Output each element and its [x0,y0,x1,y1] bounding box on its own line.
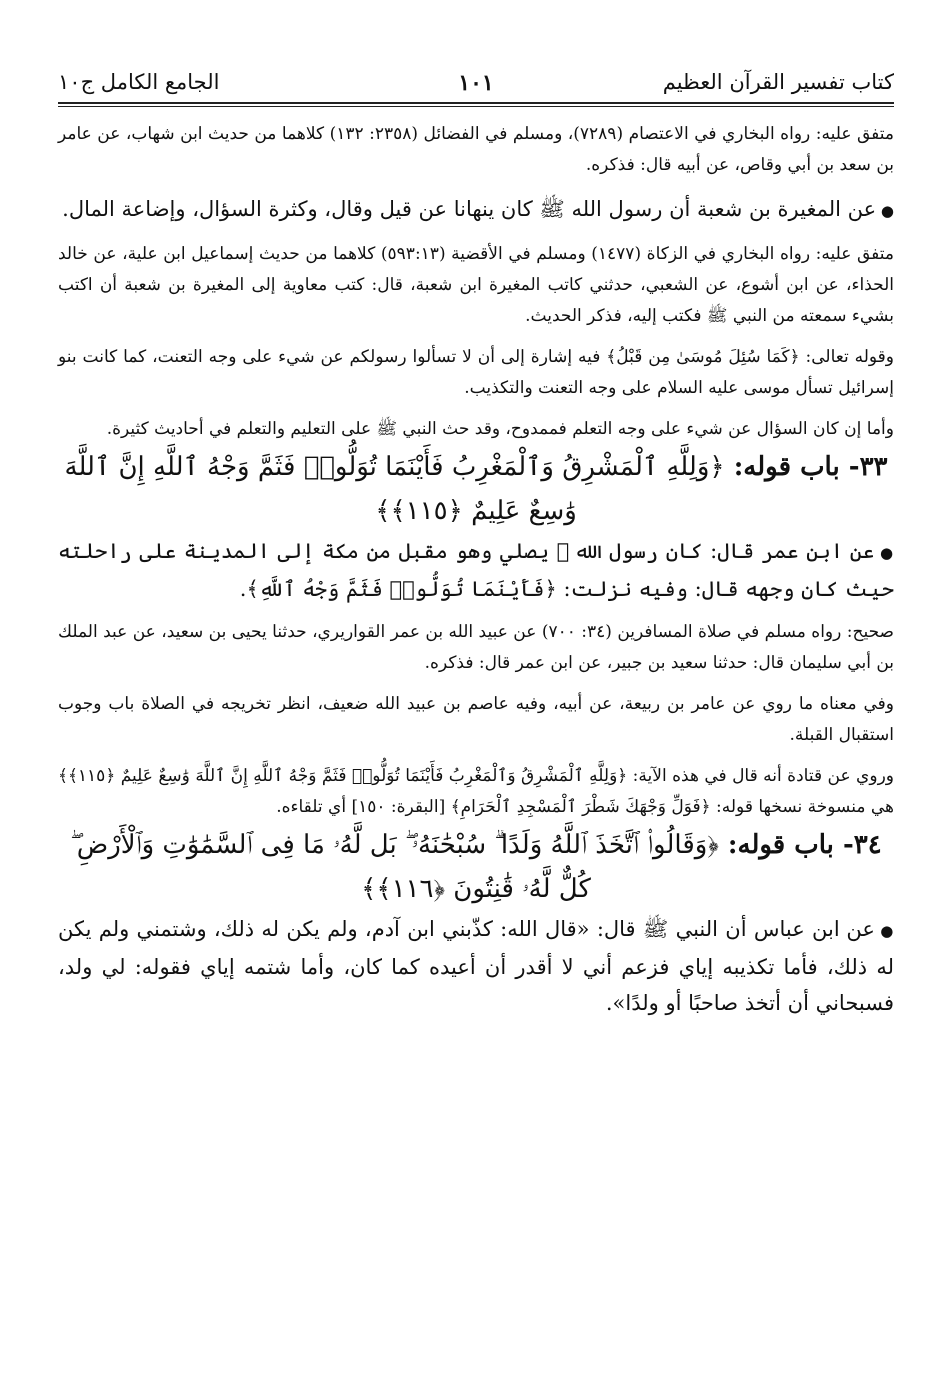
hadith-ibn-abbas: ● عن ابن عباس أن النبي ﷺ قال: «قال الله: كذّبني ابن آدم، ولم يكن له ذلك، وشتمني ولم يكن له ذلك، فأما تكذيبه إياي فزعم أني لا أقدر أن أعيده كما كان، وأما شتمه إياي فقوله: لي ولد، فسبحاني أن أتخذ صاحبًا أو ولدًا». [58,911,894,1021]
hadith-mughira: ● عن المغيرة بن شعبة أن رسول الله ﷺ كان ينهانا عن قيل وقال، وكثرة السؤال، وإضاعة المال. [58,191,894,229]
takhrij-note-2: متفق عليه: رواه البخاري في الزكاة (١٤٧٧) ومسلم في الأقضية (٥٩٣:١٣) كلاهما من حديث إسماعيل ابن علية، عن خالد الحذاء، عن ابن أشوع، عن الشعبي، حدثني كاتب المغيرة ابن شعبة، قال: كتب معاوية إلى المغيرة بن شعبة أن اكتب بشيء سمعته من النبي ﷺ فكتب إليه، فذكر الحديث. [58,244,895,326]
chapter-heading-34 [58,823,894,911]
page-content [58,119,894,1021]
chapter-33-title: ٣٣- باب قوله: [733,452,888,482]
chapter-33-verse: ﴿وَلِلَّهِ ٱلْمَشْرِقُ وَٱلْمَغْرِبُ فَأَيْنَمَا تُوَلُّوا۟ فَثَمَّ وَجْهُ ٱللَّهِ إِنَّ ٱللَّهَ وَٰسِعٌ عَلِيمٌ ﴿١١٥﴾﴾ [64,452,725,526]
takhrij-note-1: متفق عليه: رواه البخاري في الاعتصام (٧٢٨٩)، ومسلم في الفضائل (٢٣٥٨: ١٣٢) كلاهما من حديث ابن شهاب، عن عامر بن سعد بن أبي وقاص، عن أبيه قال: فذكره. [58,124,894,175]
takhrij-note-3: صحيح: رواه مسلم في صلاة المسافرين (٣٤: ٧٠٠) عن عبيد الله بن عمر القواريري، حدثنا يحيى بن سعيد، عن عبد الملك بن أبي سليمان قال: حدثنا سعيد بن جبير، عن ابن عمر قال: فذكره. [58,622,894,673]
chapter-heading-33 [58,445,894,533]
commentary-amir: وفي معناه ما روي عن عامر بن ربيعة، عن أبيه، وفيه عاصم بن عبيد الله ضعيف، انظر تخريجه في الصلاة باب وجوب استقبال القبلة. [58,694,894,745]
commentary-qatada: وروي عن قتادة أنه قال في هذه الآية: ﴿وَلِلَّهِ ٱلْمَشْرِقُ وَٱلْمَغْرِبُ فَأَيْنَمَا تُوَلُّوا۟ فَثَمَّ وَجْهُ ٱللَّهِ إِنَّ ٱللَّهَ وَٰسِعٌ عَلِيمٌ ﴿١١٥﴾﴾ هي منسوخة نسخها قوله: ﴿فَوَلِّ وَجْهَكَ شَطْرَ ٱلْمَسْجِدِ ٱلْحَرَامِ﴾ [البقرة: ١٥٠] أي تلقاءه. [58,766,894,817]
header-rule-thin [58,106,894,107]
commentary-musa: وقوله تعالى: ﴿كَمَا سُئِلَ مُوسَىٰ مِن قَبْلُ﴾ فيه إشارة إلى أن لا تسألوا رسولكم عن شيء على وجه التعنت، كما كانت بنو إسرائيل تسأل موسى عليه السلام على وجه التعنت والتكذيب. [58,347,894,398]
book-title: كتاب تفسير القرآن العظيم [662,70,894,94]
chapter-34-title: ٣٤- باب قوله: [727,830,882,860]
commentary-learning: وأما إن كان السؤال عن شيء على وجه التعلم فممدوح، وقد حث النبي ﷺ على التعليم والتعلم في أحاديث كثيرة. [106,419,894,439]
header-rule [58,102,894,104]
volume-title: الجامع الكامل ج١٠ [58,70,220,94]
chapter-34-verse: ﴿وَقَالُوا۟ ٱتَّخَذَ ٱللَّهُ وَلَدًا ۗ سُبْحَٰنَهُۥ ۖ بَل لَّهُۥ مَا فِى ٱلسَّمَٰوَٰتِ وَٱلْأَرْضِ ۖ كُلٌّ لَّهُۥ قَٰنِتُونَ ﴿١١٦﴾﴾ [70,830,719,904]
page-number: ١٠١ [458,70,494,96]
page-header [58,62,894,100]
book-page [58,62,894,1021]
hadith-ibn-umar: ● عن ابن عمر قال: كان رسول الله ﷺ يصلي وهو مقبل من مكة إلى المدينة على راحلته حيث كان وجهه قال: وفيه نزلت: ﴿فَأَيْنَمَا تُوَلُّوا۟ فَثَمَّ وَجْهُ ٱللَّهِ﴾. [58,533,894,607]
